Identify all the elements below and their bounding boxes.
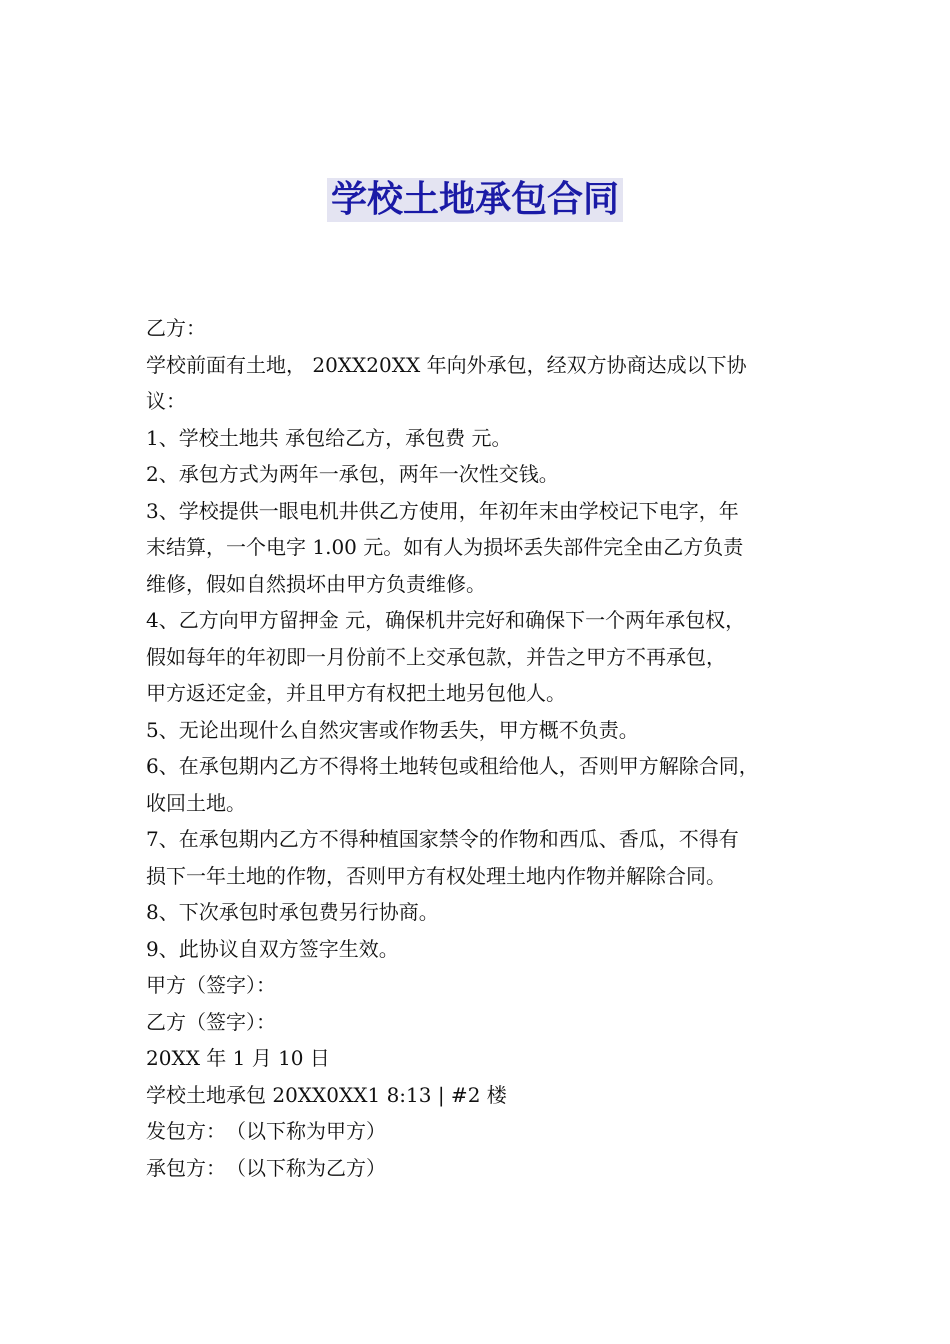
- clause-6: 6、在承包期内乙方不得将土地转包或租给他人，否则甲方解除合同，: [146, 754, 759, 778]
- party-a-signature: 甲方（签字）：: [146, 973, 276, 997]
- text-line: 学校前面有土地， 20XX20XX 年向外承包，经双方协商达成以下协: [146, 352, 747, 377]
- clause-2: 2、承包方式为两年一承包，两年一次性交钱。: [146, 462, 559, 486]
- clause-3: 3、学校提供一眼电机井供乙方使用，年初年末由学校记下电字，年: [146, 498, 739, 523]
- party-b-signature: 乙方（签字）：: [146, 1009, 276, 1034]
- text-line: 假如每年的年初即一月份前不上交承包款，并告之甲方不再承包，: [146, 644, 726, 669]
- text-line: 议：: [146, 389, 186, 413]
- text-line: 甲方返还定金，并且甲方有权把土地另包他人。: [146, 681, 566, 705]
- text-line: 维修，假如自然损坏由甲方负责维修。: [146, 571, 486, 596]
- clause-5: 5、无论出现什么自然灾害或作物丢失，甲方概不负责。: [146, 717, 639, 742]
- title-container: [0, 178, 950, 222]
- text-line: 末结算，一个电字 1.00 元。如有人为损坏丢失部件完全由乙方负责: [146, 535, 744, 559]
- text-line: 学校土地承包 20XX0XX1 8:13 | #2 楼: [146, 1082, 507, 1107]
- text-line: 损下一年土地的作物，否则甲方有权处理土地内作物并解除合同。: [146, 863, 726, 888]
- clause-1: 1、学校土地共 承包给乙方，承包费 元。: [146, 425, 512, 450]
- text-line: 乙方：: [146, 316, 206, 340]
- document-body: [146, 310, 811, 1186]
- clause-7: 7、在承包期内乙方不得种植国家禁令的作物和西瓜、香瓜，不得有: [146, 827, 739, 851]
- clause-4: 4、乙方向甲方留押金 元，确保机井完好和确保下一个两年承包权，: [146, 608, 746, 632]
- document-title: 学校土地承包合同: [327, 178, 623, 222]
- contract-date: 20XX 年 1 月 10 日: [146, 1046, 330, 1070]
- clause-8: 8、下次承包时承包费另行协商。: [146, 900, 439, 924]
- text-line: 收回土地。: [146, 790, 246, 815]
- contractor-line: 承包方： （以下称为乙方）: [146, 1155, 386, 1180]
- clause-9: 9、此协议自双方签字生效。: [146, 936, 399, 961]
- issuer-line: 发包方： （以下称为甲方）: [146, 1119, 386, 1143]
